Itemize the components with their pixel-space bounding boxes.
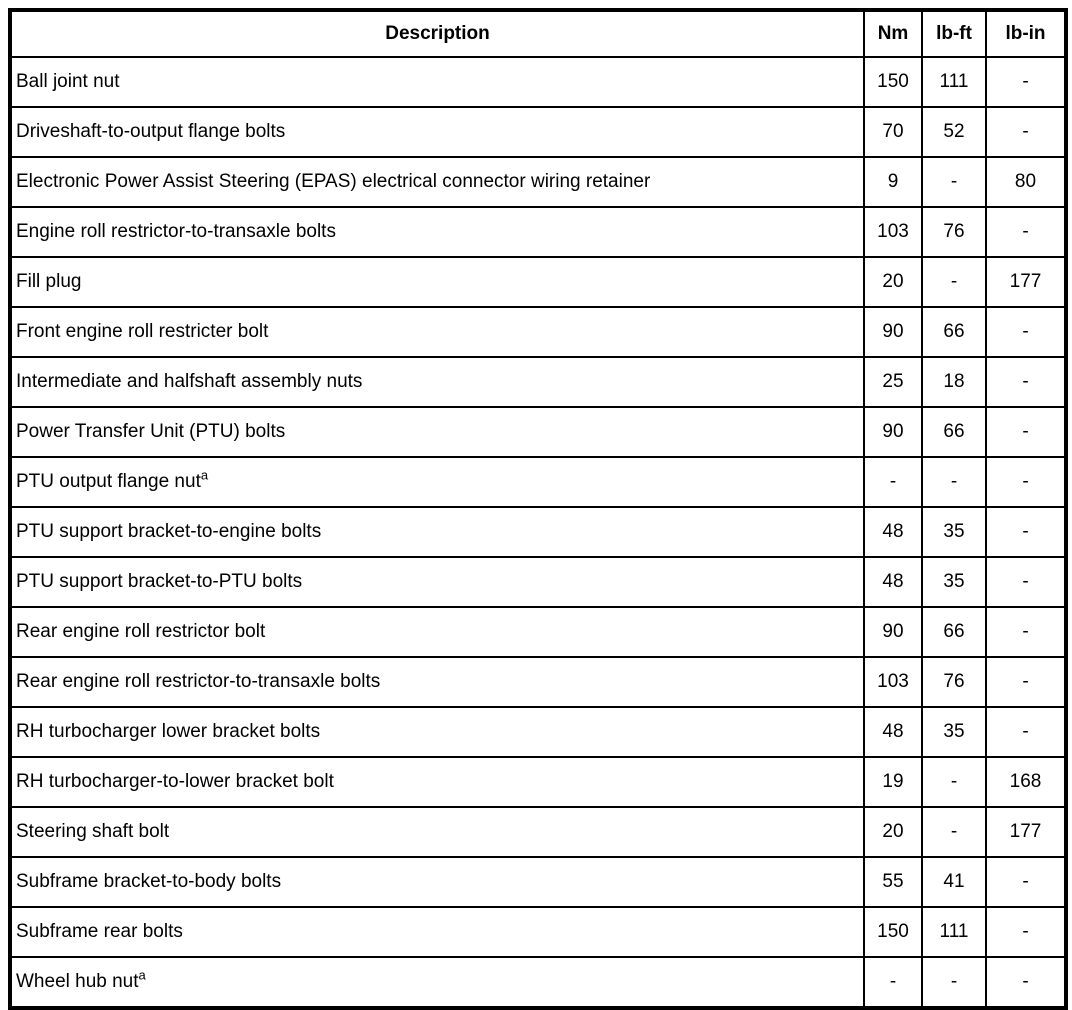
lb-ft-value-cell: 35 bbox=[922, 507, 986, 557]
lb-ft-value-cell: 111 bbox=[922, 57, 986, 107]
description-cell: RH turbocharger-to-lower bracket bolt bbox=[10, 757, 864, 807]
lb-in-value-cell: - bbox=[986, 857, 1066, 907]
description-cell: Engine roll restrictor-to-transaxle bolts bbox=[10, 207, 864, 257]
table-row bbox=[10, 707, 1066, 757]
nm-value-cell: 70 bbox=[864, 107, 922, 157]
lb-ft-value-cell: - bbox=[922, 157, 986, 207]
table-row bbox=[10, 357, 1066, 407]
description-cell: Driveshaft-to-output flange bolts bbox=[10, 107, 864, 157]
table-row bbox=[10, 607, 1066, 657]
lb-in-value-cell: - bbox=[986, 107, 1066, 157]
nm-value-cell: 20 bbox=[864, 807, 922, 857]
lb-in-value-cell: 168 bbox=[986, 757, 1066, 807]
table-row bbox=[10, 507, 1066, 557]
nm-value-cell: 48 bbox=[864, 507, 922, 557]
table-row bbox=[10, 257, 1066, 307]
header-row bbox=[10, 10, 1066, 57]
nm-value-cell: 90 bbox=[864, 407, 922, 457]
nm-value-cell: 25 bbox=[864, 357, 922, 407]
lb-ft-value-cell: 76 bbox=[922, 657, 986, 707]
lb-in-value-cell: 177 bbox=[986, 257, 1066, 307]
lb-in-value-cell: - bbox=[986, 657, 1066, 707]
lb-in-value-cell: - bbox=[986, 457, 1066, 507]
table-row bbox=[10, 457, 1066, 507]
description-cell: Power Transfer Unit (PTU) bolts bbox=[10, 407, 864, 457]
table-row bbox=[10, 957, 1066, 1008]
nm-value-cell: - bbox=[864, 957, 922, 1008]
lb-in-value-cell: - bbox=[986, 957, 1066, 1008]
column-header-description: Description bbox=[10, 10, 864, 57]
lb-ft-value-cell: 76 bbox=[922, 207, 986, 257]
table-row bbox=[10, 657, 1066, 707]
nm-value-cell: 103 bbox=[864, 207, 922, 257]
description-cell: Electronic Power Assist Steering (EPAS) electrical connector wiring retainer bbox=[10, 157, 864, 207]
lb-ft-value-cell: 111 bbox=[922, 907, 986, 957]
table-row bbox=[10, 107, 1066, 157]
table-row bbox=[10, 907, 1066, 957]
description-cell: Fill plug bbox=[10, 257, 864, 307]
table-row bbox=[10, 757, 1066, 807]
lb-ft-value-cell: 52 bbox=[922, 107, 986, 157]
table-body bbox=[10, 57, 1066, 1008]
lb-in-value-cell: 80 bbox=[986, 157, 1066, 207]
table-row bbox=[10, 807, 1066, 857]
table-row bbox=[10, 307, 1066, 357]
table-row bbox=[10, 857, 1066, 907]
lb-in-value-cell: - bbox=[986, 507, 1066, 557]
lb-ft-value-cell: 18 bbox=[922, 357, 986, 407]
lb-ft-value-cell: 66 bbox=[922, 307, 986, 357]
description-cell: Rear engine roll restrictor-to-transaxle bolts bbox=[10, 657, 864, 707]
nm-value-cell: 48 bbox=[864, 707, 922, 757]
lb-ft-value-cell: - bbox=[922, 957, 986, 1008]
nm-value-cell: 55 bbox=[864, 857, 922, 907]
lb-ft-value-cell: 66 bbox=[922, 607, 986, 657]
lb-ft-value-cell: 41 bbox=[922, 857, 986, 907]
description-cell: RH turbocharger lower bracket bolts bbox=[10, 707, 864, 757]
lb-in-value-cell: - bbox=[986, 707, 1066, 757]
nm-value-cell: 48 bbox=[864, 557, 922, 607]
description-cell: Intermediate and halfshaft assembly nuts bbox=[10, 357, 864, 407]
lb-ft-value-cell: 66 bbox=[922, 407, 986, 457]
lb-in-value-cell: - bbox=[986, 57, 1066, 107]
nm-value-cell: 150 bbox=[864, 907, 922, 957]
lb-ft-value-cell: 35 bbox=[922, 707, 986, 757]
lb-in-value-cell: - bbox=[986, 607, 1066, 657]
description-cell: Steering shaft bolt bbox=[10, 807, 864, 857]
nm-value-cell: 103 bbox=[864, 657, 922, 707]
lb-in-value-cell: - bbox=[986, 307, 1066, 357]
lb-ft-value-cell: 35 bbox=[922, 557, 986, 607]
description-cell: Ball joint nut bbox=[10, 57, 864, 107]
description-cell: PTU output flange nut$^a$ bbox=[10, 457, 864, 507]
nm-value-cell: 90 bbox=[864, 607, 922, 657]
table-header bbox=[10, 10, 1066, 57]
description-cell: PTU support bracket-to-engine bolts bbox=[10, 507, 864, 557]
table-row bbox=[10, 557, 1066, 607]
table-row bbox=[10, 207, 1066, 257]
nm-value-cell: - bbox=[864, 457, 922, 507]
nm-value-cell: 19 bbox=[864, 757, 922, 807]
description-cell: Wheel hub nut$^a$ bbox=[10, 957, 864, 1008]
nm-value-cell: 150 bbox=[864, 57, 922, 107]
lb-in-value-cell: 177 bbox=[986, 807, 1066, 857]
lb-in-value-cell: - bbox=[986, 407, 1066, 457]
torque-spec-table bbox=[8, 8, 1068, 1010]
description-cell: Front engine roll restricter bolt bbox=[10, 307, 864, 357]
table-row bbox=[10, 407, 1066, 457]
lb-ft-value-cell: - bbox=[922, 257, 986, 307]
table-row bbox=[10, 57, 1066, 107]
column-header-nm: Nm bbox=[864, 10, 922, 57]
column-header-lb-in: lb-in bbox=[986, 10, 1066, 57]
lb-ft-value-cell: - bbox=[922, 807, 986, 857]
nm-value-cell: 20 bbox=[864, 257, 922, 307]
lb-in-value-cell: - bbox=[986, 357, 1066, 407]
lb-ft-value-cell: - bbox=[922, 457, 986, 507]
description-cell: Rear engine roll restrictor bolt bbox=[10, 607, 864, 657]
nm-value-cell: 9 bbox=[864, 157, 922, 207]
lb-in-value-cell: - bbox=[986, 557, 1066, 607]
lb-ft-value-cell: - bbox=[922, 757, 986, 807]
footnote-marker: a bbox=[200, 467, 209, 483]
lb-in-value-cell: - bbox=[986, 907, 1066, 957]
table-row bbox=[10, 157, 1066, 207]
nm-value-cell: 90 bbox=[864, 307, 922, 357]
lb-in-value-cell: - bbox=[986, 207, 1066, 257]
description-cell: PTU support bracket-to-PTU bolts bbox=[10, 557, 864, 607]
footnote-marker: a bbox=[138, 967, 146, 983]
description-cell: Subframe bracket-to-body bolts bbox=[10, 857, 864, 907]
description-cell: Subframe rear bolts bbox=[10, 907, 864, 957]
column-header-lb-ft: lb-ft bbox=[922, 10, 986, 57]
